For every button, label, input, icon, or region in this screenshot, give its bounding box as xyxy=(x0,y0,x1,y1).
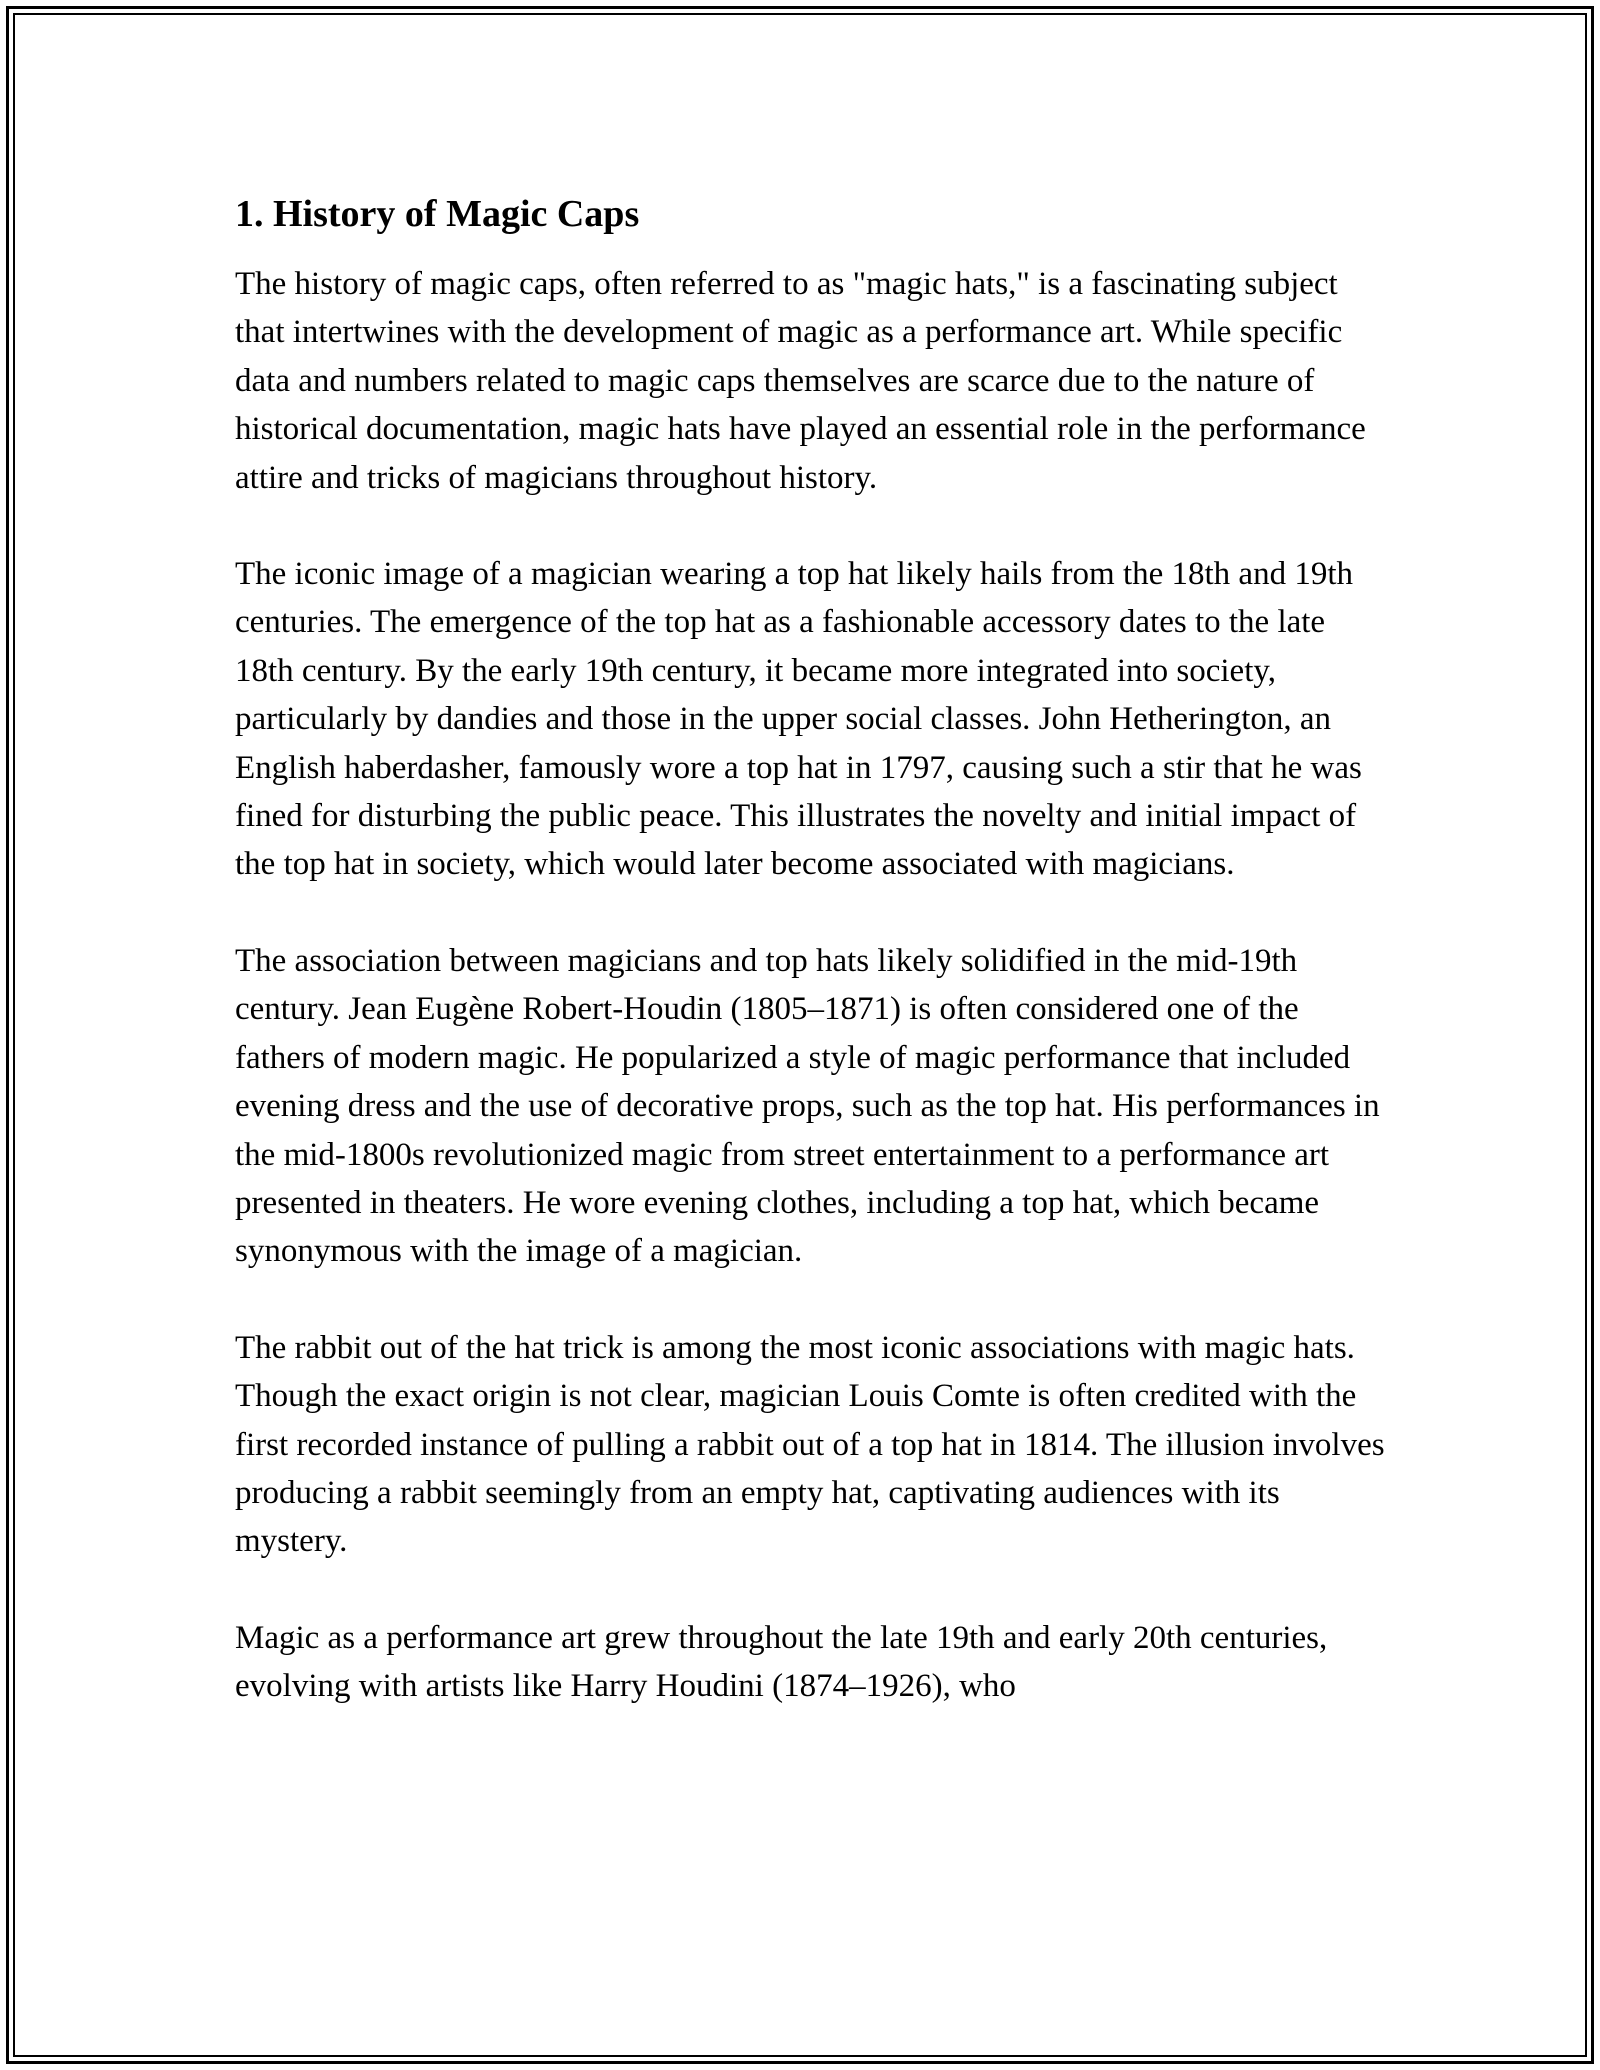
paragraph-top-hat-origins: The iconic image of a magician wearing a top hat likely hails from the 18th and 19th centuries. The emergence of the top hat as a fashionable accessory dates to the late 18th century. By the early 19th century, it became more integrated into society, particularly by dandies and those in the upper social classes. John Hetherington, an English haberdasher, famously wore a top hat in 1797, causing such a stir that he was fined for disturbing the public peace. This illustrates the novelty and initial impact of the top hat in society, which would later become associated with magicians. xyxy=(235,556,1362,883)
section-heading: 1. History of Magic Caps xyxy=(235,193,640,235)
paragraph-houdini: Magic as a performance art grew throughout the late 19th and early 20th centuries, evolving with artists like Harry Houdini (1874–1926), who xyxy=(235,1619,1328,1705)
paragraph-history-intro: The history of magic caps, often referred to as "magic hats," is a fascinating subject that intertwines with the development of magic as a performance art. While specific data and numbers related to magic caps themselves are scarce due to the nature of historical documentation, magic hats have played an essential role in the performance attire and tricks of magicians throughout history. xyxy=(235,266,1366,496)
paragraph-robert-houdin: The association between magicians and top hats likely solidified in the mid-19th century. Jean Eugène Robert-Houdin (1805–1871) is often considered one of the fathers of modern magic. He popularized a style of magic performance that included evening dress and the use of decorative props, such as the top hat. His performances in the mid-1800s revolutionized magic from street entertainment to a performance art presented in theaters. He wore evening clothes, including a top hat, which became synonymous with the image of a magician. xyxy=(235,942,1380,1270)
paragraph-rabbit-trick: The rabbit out of the hat trick is among the most iconic associations with magic hats. Though the exact origin is not clear, magician Louis Comte is often credited with the first recorded instance of pulling a rabbit out of a top hat in 1814. The illusion involves producing a rabbit seemingly from an empty hat, captivating audiences with its mystery. xyxy=(235,1329,1385,1560)
document-body xyxy=(235,188,1385,1759)
